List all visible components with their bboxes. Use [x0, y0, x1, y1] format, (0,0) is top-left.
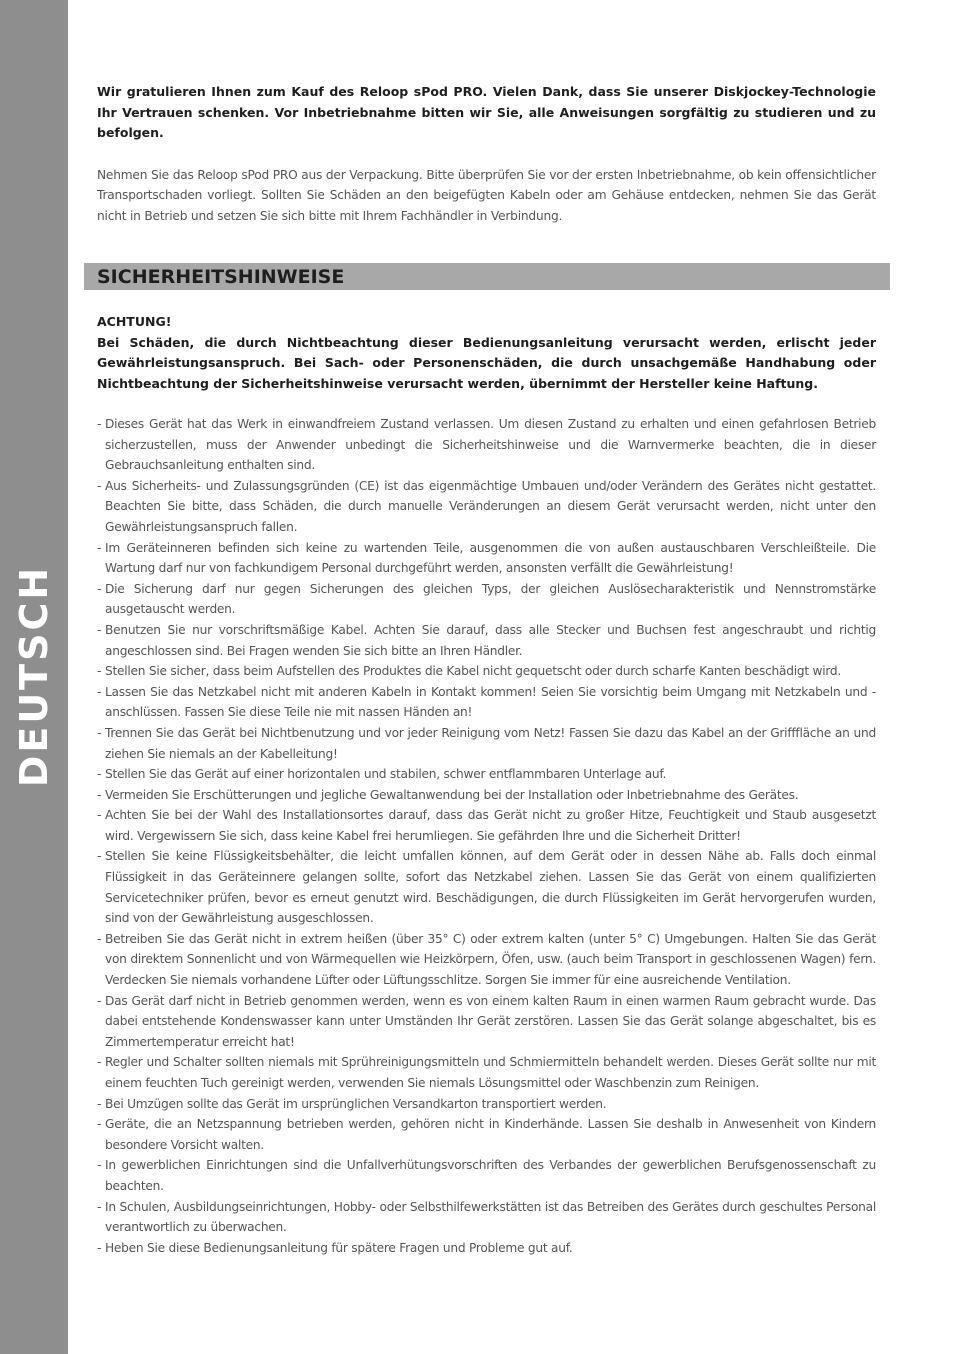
section-header-bar: [84, 263, 890, 290]
page-content: [97, 82, 876, 1258]
bullet-dash: -: [97, 664, 102, 679]
safety-rule-item: [97, 723, 876, 764]
safety-rule-item: [97, 1114, 876, 1155]
safety-rule-item: [97, 579, 876, 620]
safety-rule-text: Trennen Sie das Gerät bei Nichtbenutzung und vor jeder Reinigung vom Netz! Fassen Sie dazu das Kabel an der Grifffläche an und ziehen Sie niemals an der Kabelleitung!: [105, 725, 876, 761]
safety-rule-item: [97, 1052, 876, 1093]
safety-rule-item: [97, 538, 876, 579]
bullet-dash: -: [97, 725, 102, 740]
safety-rule-item: [97, 1197, 876, 1238]
bullet-dash: -: [97, 581, 102, 596]
safety-rule-text: Benutzen Sie nur vorschriftsmäßige Kabel. Achten Sie darauf, dass alle Stecker und Buchsen fest angeschraubt und richtig angeschlossen sind. Bei Fragen wenden Sie sich bitte an Ihren Händler.: [105, 622, 876, 658]
language-sidebar: [0, 0, 68, 1354]
safety-rule-text: In Schulen, Ausbildungseinrichtungen, Hobby- oder Selbsthilfewerkstätten ist das Betreiben des Gerätes durch geschultes Personal verantwortlich zu überwachen.: [105, 1199, 876, 1235]
safety-rule-item: [97, 764, 876, 785]
safety-rule-item: [97, 682, 876, 723]
bullet-dash: -: [97, 1158, 102, 1173]
safety-rule-text: Stellen Sie keine Flüssigkeitsbehälter, die leicht umfallen können, auf dem Gerät oder in dessen Nähe ab. Falls doch einmal Flüssigkeit in das Geräteinnere gelangen sollte, sofort das Netzkabel ziehen. Lassen Sie das Gerät von einem qualifizierten Servicetechniker prüfen, bevor es erneut genutzt wird. Beschädigungen, die durch Flüssigkeiten im Gerät hervorgerufen wurden, sind von der Gewährleistung ausgeschlossen.: [105, 849, 876, 926]
safety-rule-item: [97, 476, 876, 538]
safety-rule-text: Stellen Sie sicher, dass beim Aufstellen des Produktes die Kabel nicht gequetscht oder durch scharfe Kanten beschädigt wird.: [105, 664, 842, 679]
safety-rule-text: Vermeiden Sie Erschütterungen und jegliche Gewaltanwendung bei der Installation oder Inbetriebnahme des Gerätes.: [105, 787, 799, 802]
bullet-dash: -: [97, 417, 102, 431]
safety-rule-item: [97, 620, 876, 661]
bullet-dash: -: [97, 478, 102, 493]
safety-rule-text: Betreiben Sie das Gerät nicht in extrem heißen (über 35° C) oder extrem kalten (unter 5° C) Umgebungen. Halten Sie das Gerät von direktem Sonnenlicht und von Wärmequellen wie Heizkörpern, Öfen, usw. (auch beim Transport in geschlossenen Wagen) fern. Verdecken Sie niemals vorhandene Lüfter oder Lüftungsschlitze. Sorgen Sie immer für eine ausreichende Ventilation.: [105, 931, 876, 988]
warning-heading: ACHTUNG!: [97, 314, 172, 329]
bullet-dash: -: [97, 1096, 102, 1111]
safety-rule-item: [97, 991, 876, 1053]
bullet-dash: -: [97, 787, 102, 802]
safety-rule-item: [97, 929, 876, 991]
intro-unpacking: Nehmen Sie das Reloop sPod PRO aus der Verpackung. Bitte überprüfen Sie vor der ersten Inbetriebnahme, ob kein offensichtlicher Transportschaden vorliegt. Sollten Sie Schäden an den beigefügten Kabeln oder am Gehäuse entdecken, nehmen Sie das Gerät nicht in Betrieb und setzen Sie sich bitte mit Ihrem Fachhändler in Verbindung.: [97, 167, 876, 223]
safety-rule-text: Stellen Sie das Gerät auf einer horizontalen und stabilen, schwer entflammbaren Unterlage auf.: [105, 767, 667, 782]
safety-rule-text: Aus Sicherheits- und Zulassungsgründen (CE) ist das eigenmächtige Umbauen und/oder Verändern des Gerätes nicht gestattet. Beachten Sie bitte, dass Schäden, die durch manuelle Veränderungen an diesem Gerät verursacht werden, nicht unter den Gewährleistungsanspruch fallen.: [105, 478, 876, 534]
safety-rule-text: Geräte, die an Netzspannung betrieben werden, gehören nicht in Kinderhände. Lassen Sie deshalb in Anwesenheit von Kindern besondere Vorsicht walten.: [105, 1117, 876, 1152]
safety-rule-text: Die Sicherung darf nur gegen Sicherungen des gleichen Typs, der gleichen Auslösecharakteristik und Nennstromstärke ausgetauscht werden.: [105, 581, 876, 617]
safety-rule-item: [97, 805, 876, 846]
bullet-dash: -: [97, 993, 102, 1008]
bullet-dash: -: [97, 767, 102, 782]
bullet-dash: -: [97, 1199, 102, 1214]
safety-rule-item: [97, 785, 876, 806]
safety-rule-text: Im Geräteinneren befinden sich keine zu wartenden Teile, ausgenommen die von außen austauschbaren Verschleißteile. Die Wartung darf nur von fachkundigem Personal durchgeführt werden, ansonsten verfällt die Gewährleistung!: [105, 540, 876, 576]
language-label: DEUTSCH: [12, 564, 56, 788]
bullet-dash: -: [97, 540, 102, 555]
intro-congratulations: Wir gratulieren Ihnen zum Kauf des Reloop sPod PRO. Vielen Dank, dass Sie unserer Diskjockey-Technologie Ihr Vertrauen schenken. Vor Inbetriebnahme bitten wir Sie, alle Anweisungen sorgfältig zu studieren und zu befolgen.: [97, 84, 876, 140]
safety-rule-item: [97, 1155, 876, 1196]
safety-rule-item: [97, 1238, 876, 1259]
safety-rule-text: Das Gerät darf nicht in Betrieb genommen werden, wenn es von einem kalten Raum in einen warmen Raum gebracht wurde. Das dabei entstehende Kondenswasser kann unter Umständen Ihr Gerät zerstören. Lassen Sie das Gerät solange abgeschaltet, bis es Zimmertemperatur erreicht hat!: [105, 993, 876, 1049]
safety-rule-text: Lassen Sie das Netzkabel nicht mit anderen Kabeln in Kontakt kommen! Seien Sie vorsichtig beim Umgang mit Netzkabeln und -anschlüssen. Fassen Sie diese Teile nie mit nassen Händen an!: [105, 684, 876, 720]
safety-rule-text: Regler und Schalter sollten niemals mit Sprühreinigungsmitteln und Schmiermitteln behandelt werden. Dieses Gerät sollte nur mit einem feuchten Tuch gereinigt werden, verwenden Sie niemals Lösungsmittel oder Waschbenzin zum Reinigen.: [105, 1055, 876, 1090]
safety-rules-list: [97, 414, 876, 1258]
safety-rule-text: Achten Sie bei der Wahl des Installationsortes darauf, dass das Gerät nicht zu großer Hitze, Feuchtigkeit und Staub ausgesetzt wird. Vergewissern Sie sich, dass keine Kabel frei herumliegen. Sie gefährden Ihre und die Sicherheit Dritter!: [105, 808, 876, 843]
safety-rule-item: [97, 661, 876, 682]
safety-rule-text: Heben Sie diese Bedienungsanleitung für spätere Fragen und Probleme gut auf.: [105, 1240, 573, 1255]
warning-text: Bei Schäden, die durch Nichtbeachtung dieser Bedienungsanleitung verursacht werden, erlischt jeder Gewährleistungsanspruch. Bei Sach- oder Personenschäden, die durch unsachgemäße Handhabung oder Nichtbeachtung der Sicherheitshinweise verursacht werden, übernimmt der Hersteller keine Haftung.: [97, 334, 876, 391]
bullet-dash: -: [97, 808, 102, 823]
section-title: SICHERHEITSHINWEISE: [97, 266, 345, 288]
safety-rule-item: [97, 846, 876, 928]
safety-rule-item: [97, 1094, 876, 1115]
bullet-dash: -: [97, 622, 102, 637]
safety-rule-item: [97, 414, 876, 476]
bullet-dash: -: [97, 1117, 102, 1132]
safety-rule-text: Bei Umzügen sollte das Gerät im ursprünglichen Versandkarton transportiert werden.: [105, 1096, 607, 1111]
bullet-dash: -: [97, 849, 102, 864]
bullet-dash: -: [97, 684, 102, 699]
safety-rule-text: Dieses Gerät hat das Werk in einwandfreiem Zustand verlassen. Um diesen Zustand zu erhalten und einen gefahrlosen Betrieb sicherzustellen, muss der Anwender unbedingt die Sicherheitshinweise und die Warnvermerke beachten, die in dieser Gebrauchsanleitung enthalten sind.: [105, 417, 876, 473]
bullet-dash: -: [97, 1055, 102, 1070]
bullet-dash: -: [97, 1240, 102, 1255]
safety-rule-text: In gewerblichen Einrichtungen sind die Unfallverhütungsvorschriften des Verbandes der gewerblichen Berufsgenossenschaft zu beachten.: [105, 1158, 876, 1193]
bullet-dash: -: [97, 931, 102, 946]
